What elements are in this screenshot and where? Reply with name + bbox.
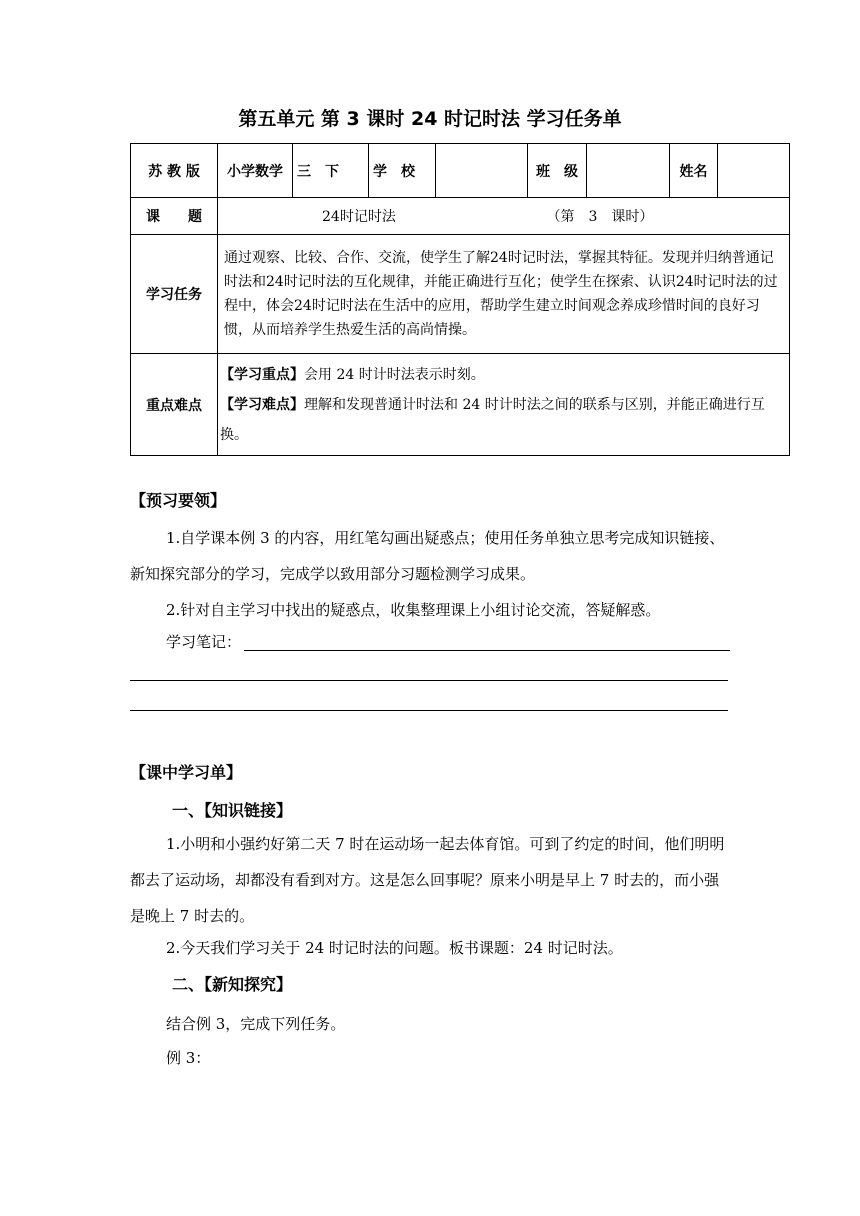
notes-line-1[interactable]	[244, 650, 730, 651]
lesson-para-3: 结合例 3，完成下列任务。	[166, 1015, 346, 1033]
publisher-cell: 苏 教 版	[131, 144, 218, 198]
school-value[interactable]	[436, 144, 528, 198]
topic-label: 课 题	[131, 198, 218, 235]
class-value[interactable]	[587, 144, 670, 198]
topic-name: 24时记时法	[322, 209, 396, 225]
new-knowledge-heading: 二、【新知探究】	[172, 975, 293, 994]
info-table	[130, 143, 790, 456]
notes-line-2[interactable]	[130, 680, 728, 681]
preview-para-1: 1.自学课本例 3 的内容，用红笔勾画出疑惑点；使用任务单独立思考完成知识链接、新知探究部分的学习，完成学以致用部分习题检测学习成果。	[130, 529, 725, 583]
key-cell	[218, 354, 790, 456]
page-title: 第五单元 第 3 课时 24 时记时法 学习任务单	[238, 108, 622, 130]
name-value[interactable]	[718, 144, 790, 198]
task-label: 学习任务	[131, 235, 218, 354]
knowledge-link-heading: 一、【知识链接】	[172, 801, 293, 820]
difficulty-text: 理解和发现普通计时法和 24 时计时法之间的联系与区别，并能正确进行互换。	[220, 396, 765, 443]
preview-para-2: 2.针对自主学习中找出的疑惑点，收集整理课上小组讨论交流，答疑解惑。	[166, 601, 661, 619]
topic-cell	[218, 198, 790, 235]
key-tag: 【学习重点】	[220, 366, 304, 383]
example-label: 例 3：	[166, 1049, 211, 1067]
lesson-para-1: 1.小明和小强约好第二天 7 时在运动场一起去体育馆。可到了约定的时间，他们明明都去了运动场，却都没有看到对方。这是怎么回事呢？原来小明是早上 7 时去的，而小强是晚上 7 时去的。	[130, 835, 725, 925]
lesson-para-2: 2.今天我们学习关于 24 时记时法的问题。板书课题：24 时记时法。	[166, 939, 623, 957]
key-label: 重点难点	[131, 354, 218, 456]
subject-cell: 小学数学	[218, 144, 293, 198]
key-text: 会用 24 时计时法表示时刻。	[304, 366, 485, 383]
key-point	[220, 360, 787, 390]
notes-label: 学习笔记：	[166, 633, 242, 651]
name-label: 姓名	[670, 144, 718, 198]
class-label: 班 级	[528, 144, 587, 198]
preview-heading: 【预习要领】	[130, 491, 227, 510]
school-label: 学 校	[369, 144, 436, 198]
lesson-heading: 【课中学习单】	[130, 763, 243, 782]
task-text: 通过观察、比较、合作、交流，使学生了解24时记时法，掌握其特征。发现并归纳普通记时法和24时记时法的互化规律，并能正确进行互化；使学生在探索、认识24时记时法的过程中，体会24时记时法在生活中的应用，帮助学生建立时间观念养成珍惜时间的良好习惯，从而培养学生热爱生活的高尚情操。	[218, 235, 790, 354]
topic-period: （第 3 课时）	[546, 209, 654, 225]
grade-cell: 三 下	[293, 144, 369, 198]
difficulty-tag: 【学习难点】	[220, 396, 304, 413]
difficulty-point	[220, 390, 787, 450]
notes-line-3[interactable]	[130, 710, 728, 711]
